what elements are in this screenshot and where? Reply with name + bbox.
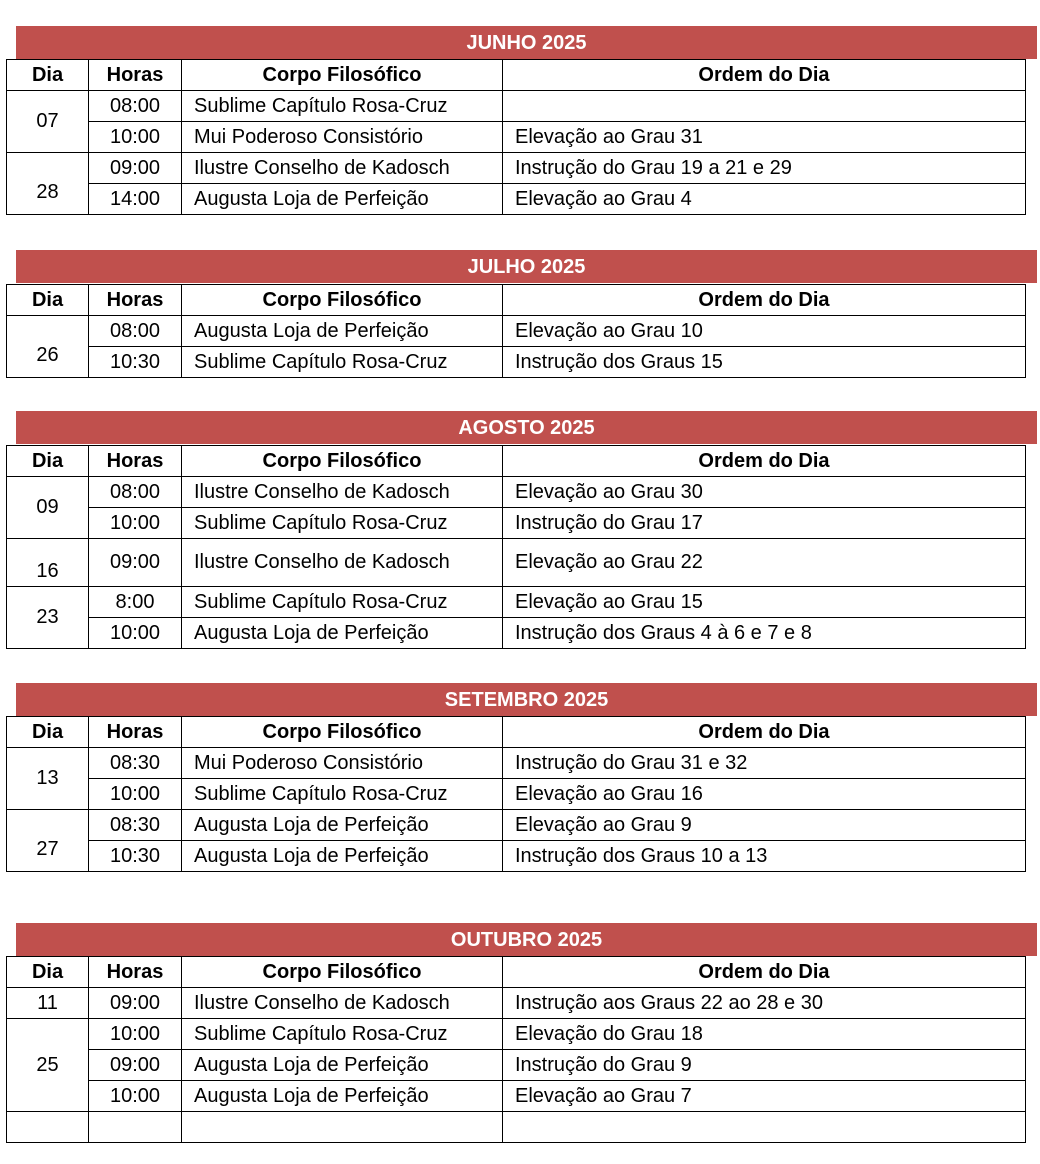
cell-hora: 08:00 [89,91,182,122]
cell-dia: 25 [7,1019,89,1112]
table-row [7,539,1026,587]
header-ordem: Ordem do Dia [503,285,1026,316]
month-banner: JUNHO 2025 [16,26,1037,59]
month-banner: OUTUBRO 2025 [16,923,1037,956]
cell-ordem: Elevação ao Grau 15 [503,587,1026,618]
cell-hora: 10:30 [89,347,182,378]
schedule-table [6,284,1026,378]
cell-ordem: Instrução do Grau 9 [503,1050,1026,1081]
schedule-table [6,445,1026,649]
cell-ordem: Instrução dos Graus 4 à 6 e 7 e 8 [503,618,1026,649]
cell-hora: 10:00 [89,779,182,810]
cell-corpo: Augusta Loja de Perfeição [182,618,503,649]
schedule-table [6,59,1026,215]
header-dia: Dia [7,717,89,748]
table-row [7,587,1026,618]
table-row [7,810,1026,841]
cell-corpo: Ilustre Conselho de Kadosch [182,539,503,587]
header-corpo: Corpo Filosófico [182,446,503,477]
table-row [7,618,1026,649]
cell-corpo: Augusta Loja de Perfeição [182,810,503,841]
header-row [7,285,1026,316]
header-horas: Horas [89,957,182,988]
cell-hora [89,1112,182,1143]
cell-corpo: Augusta Loja de Perfeição [182,841,503,872]
table-row [7,347,1026,378]
cell-hora: 10:00 [89,618,182,649]
cell-dia: 28 [7,153,89,215]
cell-corpo [182,1112,503,1143]
cell-hora: 8:00 [89,587,182,618]
table-row [7,477,1026,508]
cell-corpo: Mui Poderoso Consistório [182,122,503,153]
table-row [7,1081,1026,1112]
header-corpo: Corpo Filosófico [182,717,503,748]
schedule-table [6,956,1026,1143]
cell-dia: 26 [7,316,89,378]
header-ordem: Ordem do Dia [503,717,1026,748]
cell-dia: 09 [7,477,89,539]
month-banner: JULHO 2025 [16,250,1037,283]
cell-hora: 10:00 [89,122,182,153]
cell-dia: 16 [7,539,89,587]
table-row [7,779,1026,810]
header-row [7,957,1026,988]
header-row [7,60,1026,91]
cell-corpo: Sublime Capítulo Rosa-Cruz [182,1019,503,1050]
header-horas: Horas [89,717,182,748]
header-horas: Horas [89,60,182,91]
cell-dia: 23 [7,587,89,649]
header-corpo: Corpo Filosófico [182,60,503,91]
cell-hora: 09:00 [89,1050,182,1081]
header-dia: Dia [7,446,89,477]
cell-ordem: Elevação ao Grau 4 [503,184,1026,215]
cell-ordem: Elevação do Grau 18 [503,1019,1026,1050]
cell-dia [7,1112,89,1143]
cell-hora: 09:00 [89,988,182,1019]
cell-corpo: Sublime Capítulo Rosa-Cruz [182,779,503,810]
cell-hora: 10:30 [89,841,182,872]
schedule-table [6,716,1026,872]
table-row [7,508,1026,539]
cell-hora: 08:30 [89,810,182,841]
cell-ordem [503,1112,1026,1143]
month-banner: SETEMBRO 2025 [16,683,1037,716]
cell-ordem: Elevação ao Grau 7 [503,1081,1026,1112]
cell-hora: 09:00 [89,539,182,587]
table-row [7,184,1026,215]
cell-ordem: Instrução aos Graus 22 ao 28 e 30 [503,988,1026,1019]
cell-hora: 09:00 [89,153,182,184]
cell-ordem: Elevação ao Grau 22 [503,539,1026,587]
cell-corpo: Mui Poderoso Consistório [182,748,503,779]
table-row [7,1112,1026,1143]
table-row [7,841,1026,872]
table-row [7,91,1026,122]
header-row [7,446,1026,477]
cell-dia: 13 [7,748,89,810]
table-row [7,153,1026,184]
cell-corpo: Ilustre Conselho de Kadosch [182,988,503,1019]
header-dia: Dia [7,285,89,316]
cell-hora: 14:00 [89,184,182,215]
table-row [7,1050,1026,1081]
cell-ordem: Instrução do Grau 31 e 32 [503,748,1026,779]
cell-ordem: Elevação ao Grau 10 [503,316,1026,347]
cell-corpo: Sublime Capítulo Rosa-Cruz [182,347,503,378]
header-ordem: Ordem do Dia [503,446,1026,477]
cell-ordem: Instrução dos Graus 10 a 13 [503,841,1026,872]
cell-corpo: Augusta Loja de Perfeição [182,184,503,215]
cell-hora: 08:30 [89,748,182,779]
table-row [7,748,1026,779]
cell-ordem: Instrução dos Graus 15 [503,347,1026,378]
cell-ordem: Elevação ao Grau 30 [503,477,1026,508]
header-ordem: Ordem do Dia [503,60,1026,91]
cell-dia: 27 [7,810,89,872]
header-ordem: Ordem do Dia [503,957,1026,988]
table-row [7,316,1026,347]
cell-corpo: Sublime Capítulo Rosa-Cruz [182,587,503,618]
cell-hora: 10:00 [89,1081,182,1112]
cell-corpo: Ilustre Conselho de Kadosch [182,477,503,508]
cell-ordem: Elevação ao Grau 9 [503,810,1026,841]
cell-corpo: Augusta Loja de Perfeição [182,316,503,347]
cell-ordem: Instrução do Grau 17 [503,508,1026,539]
cell-ordem [503,91,1026,122]
cell-dia: 11 [7,988,89,1019]
table-row [7,122,1026,153]
header-dia: Dia [7,957,89,988]
month-banner: AGOSTO 2025 [16,411,1037,444]
cell-hora: 10:00 [89,508,182,539]
cell-ordem: Elevação ao Grau 31 [503,122,1026,153]
cell-corpo: Sublime Capítulo Rosa-Cruz [182,91,503,122]
cell-corpo: Augusta Loja de Perfeição [182,1081,503,1112]
header-horas: Horas [89,446,182,477]
header-row [7,717,1026,748]
cell-dia: 07 [7,91,89,153]
cell-hora: 10:00 [89,1019,182,1050]
header-dia: Dia [7,60,89,91]
header-horas: Horas [89,285,182,316]
cell-hora: 08:00 [89,477,182,508]
cell-corpo: Augusta Loja de Perfeição [182,1050,503,1081]
cell-ordem: Elevação ao Grau 16 [503,779,1026,810]
table-row [7,1019,1026,1050]
cell-corpo: Ilustre Conselho de Kadosch [182,153,503,184]
cell-corpo: Sublime Capítulo Rosa-Cruz [182,508,503,539]
cell-ordem: Instrução do Grau 19 a 21 e 29 [503,153,1026,184]
table-row [7,988,1026,1019]
header-corpo: Corpo Filosófico [182,957,503,988]
header-corpo: Corpo Filosófico [182,285,503,316]
cell-hora: 08:00 [89,316,182,347]
